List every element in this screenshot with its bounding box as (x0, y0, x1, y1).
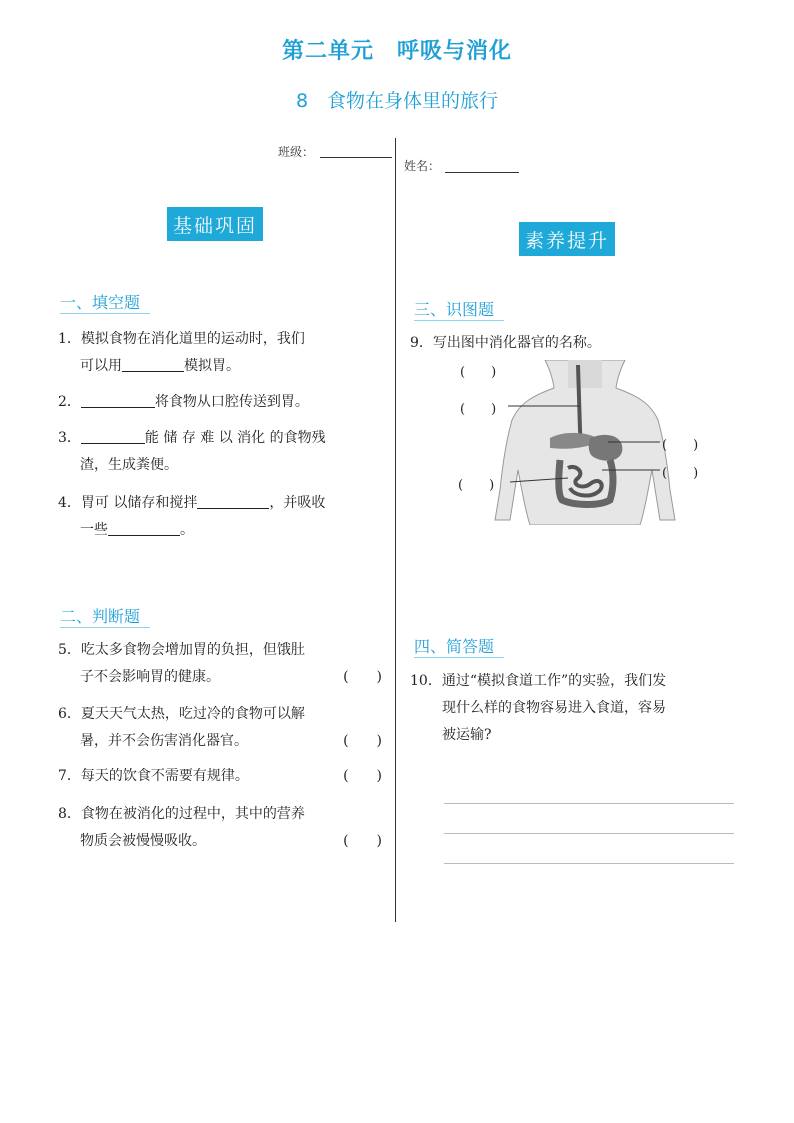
answer-paren[interactable]: ( ) (343, 768, 382, 784)
question-7 (58, 763, 388, 790)
advanced-badge: 素养提升 (519, 222, 615, 256)
question-8-line-1: 8．食物在被消化的过程中，其中的营养 (58, 806, 305, 822)
section-diagram-heading: 三、识图题 (414, 300, 495, 319)
answer-blank[interactable] (81, 391, 155, 408)
section-rule (414, 657, 504, 658)
question-6-line-2: 暑，并不会伤害消化器官。 (80, 733, 248, 749)
diagram-label-top[interactable]: ( ) (460, 365, 497, 380)
question-10-line-1: 10．通过“模拟食道工作”的实验，我们发 (410, 673, 667, 689)
question-1-text: 模拟胃。 (184, 358, 240, 374)
diagram-label-small-intestine[interactable]: ( ) (458, 478, 495, 493)
answer-blank[interactable] (108, 519, 180, 536)
question-4-text: 4．胃可 以储存和搅拌 (58, 495, 198, 511)
question-4-text: 。 (180, 522, 194, 538)
question-9: 9．写出图中消化器官的名称。 (410, 335, 601, 351)
answer-blank[interactable] (197, 492, 269, 509)
basic-badge: 基础巩固 (167, 207, 263, 241)
section-judge-heading: 二、判断题 (60, 607, 141, 626)
neck (568, 360, 602, 388)
question-3 (58, 425, 388, 479)
question-6-line-1: 6．夏天天气太热，吃过冷的食物可以解 (58, 706, 305, 722)
name-field[interactable] (445, 172, 519, 173)
question-1 (58, 326, 388, 380)
section-rule (60, 627, 150, 628)
answer-blank[interactable] (122, 355, 184, 372)
question-5-line-1: 5．吃太多食物会增加胃的负担，但饿肚 (58, 642, 305, 658)
answer-paren[interactable]: ( ) (343, 833, 382, 849)
question-4-text: ，并吸收 (269, 495, 326, 511)
question-8 (58, 801, 388, 855)
question-2-text: 将食物从口腔传送到胃。 (154, 394, 309, 410)
question-7-text: 7．每天的饮食不需要有规律。 (58, 768, 249, 784)
diagram-label-stomach[interactable]: ( ) (662, 438, 699, 453)
answer-paren[interactable]: ( ) (343, 669, 382, 685)
answer-blank[interactable] (81, 427, 145, 444)
answer-line[interactable] (444, 833, 734, 834)
question-6 (58, 701, 388, 755)
question-2 (58, 389, 388, 416)
column-divider (395, 138, 396, 922)
question-4-text: 一些 (80, 522, 108, 538)
question-5 (58, 637, 388, 691)
section-rule (60, 313, 150, 314)
question-8-line-2: 物质会被慢慢吸收。 (80, 833, 206, 849)
name-label: 姓名： (404, 159, 441, 173)
stomach (589, 435, 623, 461)
question-3-line-2: 渣，生成粪便。 (80, 457, 178, 473)
answer-line[interactable] (444, 863, 734, 864)
class-field[interactable] (320, 157, 392, 158)
answer-paren[interactable]: ( ) (343, 733, 382, 749)
question-1-text: 可以用 (80, 358, 122, 374)
question-3-number: 3． (58, 430, 81, 446)
question-10-line-2: 现什么样的食物容易进入食道，容易 (442, 700, 666, 716)
diagram-label-large-intestine[interactable]: ( ) (662, 466, 699, 481)
question-10-line-3: 被运输? (442, 727, 492, 743)
question-2-number: 2． (58, 394, 81, 410)
question-3-text: 能 储 存 难 以 消化 的食物残 (144, 430, 326, 446)
question-5-line-2: 子不会影响胃的健康。 (80, 669, 220, 685)
class-label: 班级： (278, 145, 315, 159)
question-4 (58, 490, 388, 544)
lesson-title: 8 食物在身体里的旅行 (295, 90, 499, 112)
answer-line[interactable] (444, 803, 734, 804)
question-10 (410, 668, 750, 749)
section-fill-blank-heading: 一、填空题 (60, 293, 141, 312)
diagram-label-esophagus[interactable]: ( ) (460, 402, 497, 417)
section-short-answer-heading: 四、简答题 (414, 637, 495, 656)
question-1-line-1: 1．模拟食物在消化道里的运动时，我们 (58, 331, 305, 347)
section-rule (414, 320, 504, 321)
unit-title: 第二单元 呼吸与消化 (281, 39, 512, 64)
